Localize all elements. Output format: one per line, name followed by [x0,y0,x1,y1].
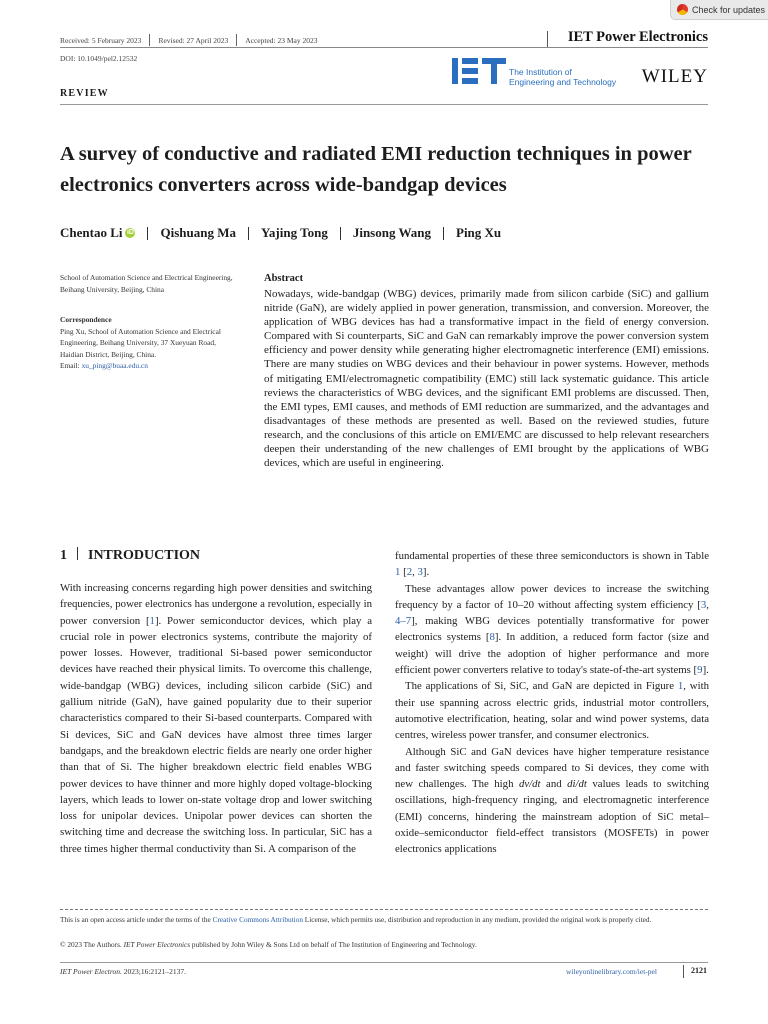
journal-name-italic: IET Power Electronics [123,940,191,949]
orcid-icon[interactable]: iD [126,229,134,236]
article-type: REVIEW [60,88,109,99]
iet-logo-line2: Engineering and Technology [509,77,617,87]
divider [547,31,548,47]
body-column-right [395,548,709,858]
license-link[interactable]: Creative Commons Attribution [212,915,303,924]
section-title: INTRODUCTION [88,548,201,563]
paragraph: fundamental properties of these three semiconductors is shown in Table 1 [2, 3]. [395,550,709,579]
citation-line: IET Power Electron. 2023;16:2121–2137. [60,967,187,976]
article-dates [60,33,318,47]
header-rule [60,47,708,48]
figure-link[interactable]: 1 [677,680,684,693]
divider [683,965,684,978]
copyright-notice: © 2023 The Authors. IET Power Electronics published by John Wiley & Sons Ltd on behalf of The Institution of Engineering and Technology. [60,940,477,949]
abstract-text: Nowadays, wide-bandgap (WBG) devices, primarily made from silicon carbide (SiC) and gallium nitride (GaN), are widely applied in power generation, transmission, and conversion. Moreover, the application of WBG devices has had a transformative impact in the field of energy conversion. Compared with Si counterparts, SiC and GaN can remarkably improve the power conversion system efficiency and power density while generating higher electromagnetic interference (EMI) emissions. There are many studies on WBG devices and their behaviour in power systems. However, methods of mitigating EMI/electromagnetic compatibility (EMC) still lack systematic guidance. This article reviews the characteristics of WBG devices, and the significant EMI problems are discussed. Then, the EMI types, EMI causes, and methods of EMI reduction are summarized, and the advantages and disadvantages of these methods are presented as well. Based on the reviewed studies, future research, and the conclusions of this article on EMI/EMC are discussed to help relevant researchers deepen their understanding of the new challenges of EMI brought by the applications of WBG devices, which are useful in engineering. [264,288,709,470]
citation-link[interactable]: 2 [406,566,413,579]
affiliation: School of Automation Science and Electrical Engineering, Beihang University, Beijing, China [60,273,233,294]
divider [236,34,237,46]
table-link[interactable]: 1 [395,566,401,579]
section-number: 1 [60,548,67,563]
journal-name: IET Power Electronics [567,29,708,45]
citation-link[interactable]: 9 [697,664,703,677]
doi[interactable]: DOI: 10.1049/pel2.12532 [60,54,138,63]
journal-url-link[interactable]: wileyonlinelibrary.com/iet-pel [566,967,657,976]
author[interactable]: Yajing Tong [260,225,328,240]
divider [340,227,341,240]
iet-logo-line1: The Institution of [509,67,572,77]
author[interactable]: Chentao Li [60,225,123,240]
author[interactable]: Qishuang Ma [160,225,236,240]
crossmark-icon [677,4,688,15]
wiley-logo: WILEY [641,66,708,87]
correspondence [60,314,240,372]
divider [149,34,150,46]
revised-date: Revised: 27 April 2023 [158,35,229,45]
section-heading [60,547,200,564]
article-title: A survey of conductive and radiated EMI reduction techniques in power electronics converters across wide-bandgap devices [60,143,692,196]
accepted-date: Accepted: 23 May 2023 [245,35,318,45]
check-for-updates-badge[interactable] [670,0,768,20]
correspondence-text: Ping Xu, School of Automation Science and Electrical Engineering, Beihang University, 37 Xueyuan Road, Haidian District, Beijing, China. [60,326,221,359]
divider [248,227,249,240]
citation-link[interactable]: 4–7 [395,615,412,628]
email-label: Email: [60,361,80,370]
math-didt: di/dt [567,778,587,791]
citation-link[interactable]: 8 [489,631,495,644]
math-dvdt: dv/dt [518,778,541,791]
paragraph: With increasing concerns regarding high power densities and switching frequencies, power electronics has undergone a revolution, especially in power conversion [1]. Power semiconductor devices, which play a crucial role in power electronics systems, contribute the majority of power losses. However, traditional Si-based power semiconductor devices have reached their physical limits. To overcome this challenge, wide-bandgap (WBG) devices, including silicon carbide (SiC) and gallium nitride (GaN), have gained popularity due to their superior characteristics compared to their Si-based counterparts. Compared with Si devices, SiC and GaN devices have almost three times larger bandgaps, and the breakdown electric fields are nearly one order higher than that of Si. The higher breakdown electric field enables WBG power devices to have thinner and more highly doped voltage-blocking layers, which leads to lower on-state voltage drop and lower switching loss for unipolar devices. Unipolar power devices can shorten the switching time and decrease the switching loss. In particular, SiC has a three times higher thermal conductivity than Si. A comparison of the [60,582,372,855]
citation-link[interactable]: 1 [149,614,155,627]
received-date: Received: 5 February 2023 [60,35,142,45]
footnote-rule [60,909,708,910]
page-number: 2121 [691,966,707,975]
footer-rule [60,962,708,963]
citation-link[interactable]: 3 [417,566,423,579]
correspondence-heading: Correspondence [60,315,112,324]
correspondence-email-row [60,360,240,372]
citation-link[interactable]: 3 [700,598,707,611]
divider [77,547,78,560]
paragraph: Although SiC and GaN devices have higher temperature resistance and faster switching speeds compared to Si devices, they come with new challenges. The high dv/dt and di/dt values leads to switching oscillations, high-frequency ringing, and electromagnetic interference (EMI) concerns, hindering the mainstream adoption of SiC metal–oxide–semiconductor field-effect transistors (MOSFETs) in power electronics applications [395,745,709,856]
author[interactable]: Ping Xu [456,225,502,240]
section-rule [60,104,708,105]
paragraph: The applications of Si, SiC, and GaN are depicted in Figure 1, with their use spanning across electric grids, industrial motor controllers, automotive electrification, heating, solar and wind power systems, data centres, wireless power transfer, and consumer electronics. [395,680,709,742]
divider [147,227,148,240]
paragraph: These advantages allow power devices to increase the switching frequency by a factor of 10–20 without affecting system efficiency [3, 4–7], making WBG devices potentially transformative for power electronics systems [8]. In addition, a reduced form factor (size and weight) will drive the adoption of higher performance and more efficient power converters relative to today's state-of-the-art systems [9]. [395,582,709,677]
iet-logo-text [509,67,629,87]
journal-abbrev: IET Power Electron. [60,967,122,976]
author[interactable]: Jinsong Wang [352,225,431,240]
check-for-updates-label: Check for updates [692,4,766,15]
author-list [60,225,708,241]
email-link[interactable]: xu_ping@buaa.edu.cn [81,361,148,370]
divider [443,227,444,240]
body-column-left [60,580,372,857]
abstract-heading: Abstract [264,273,304,284]
iet-logo [452,58,506,84]
license-notice: This is an open access article under the terms of the Creative Commons Attribution License, which permits use, distribution and reproduction in any medium, provided the original work is properly cited. [60,915,652,924]
